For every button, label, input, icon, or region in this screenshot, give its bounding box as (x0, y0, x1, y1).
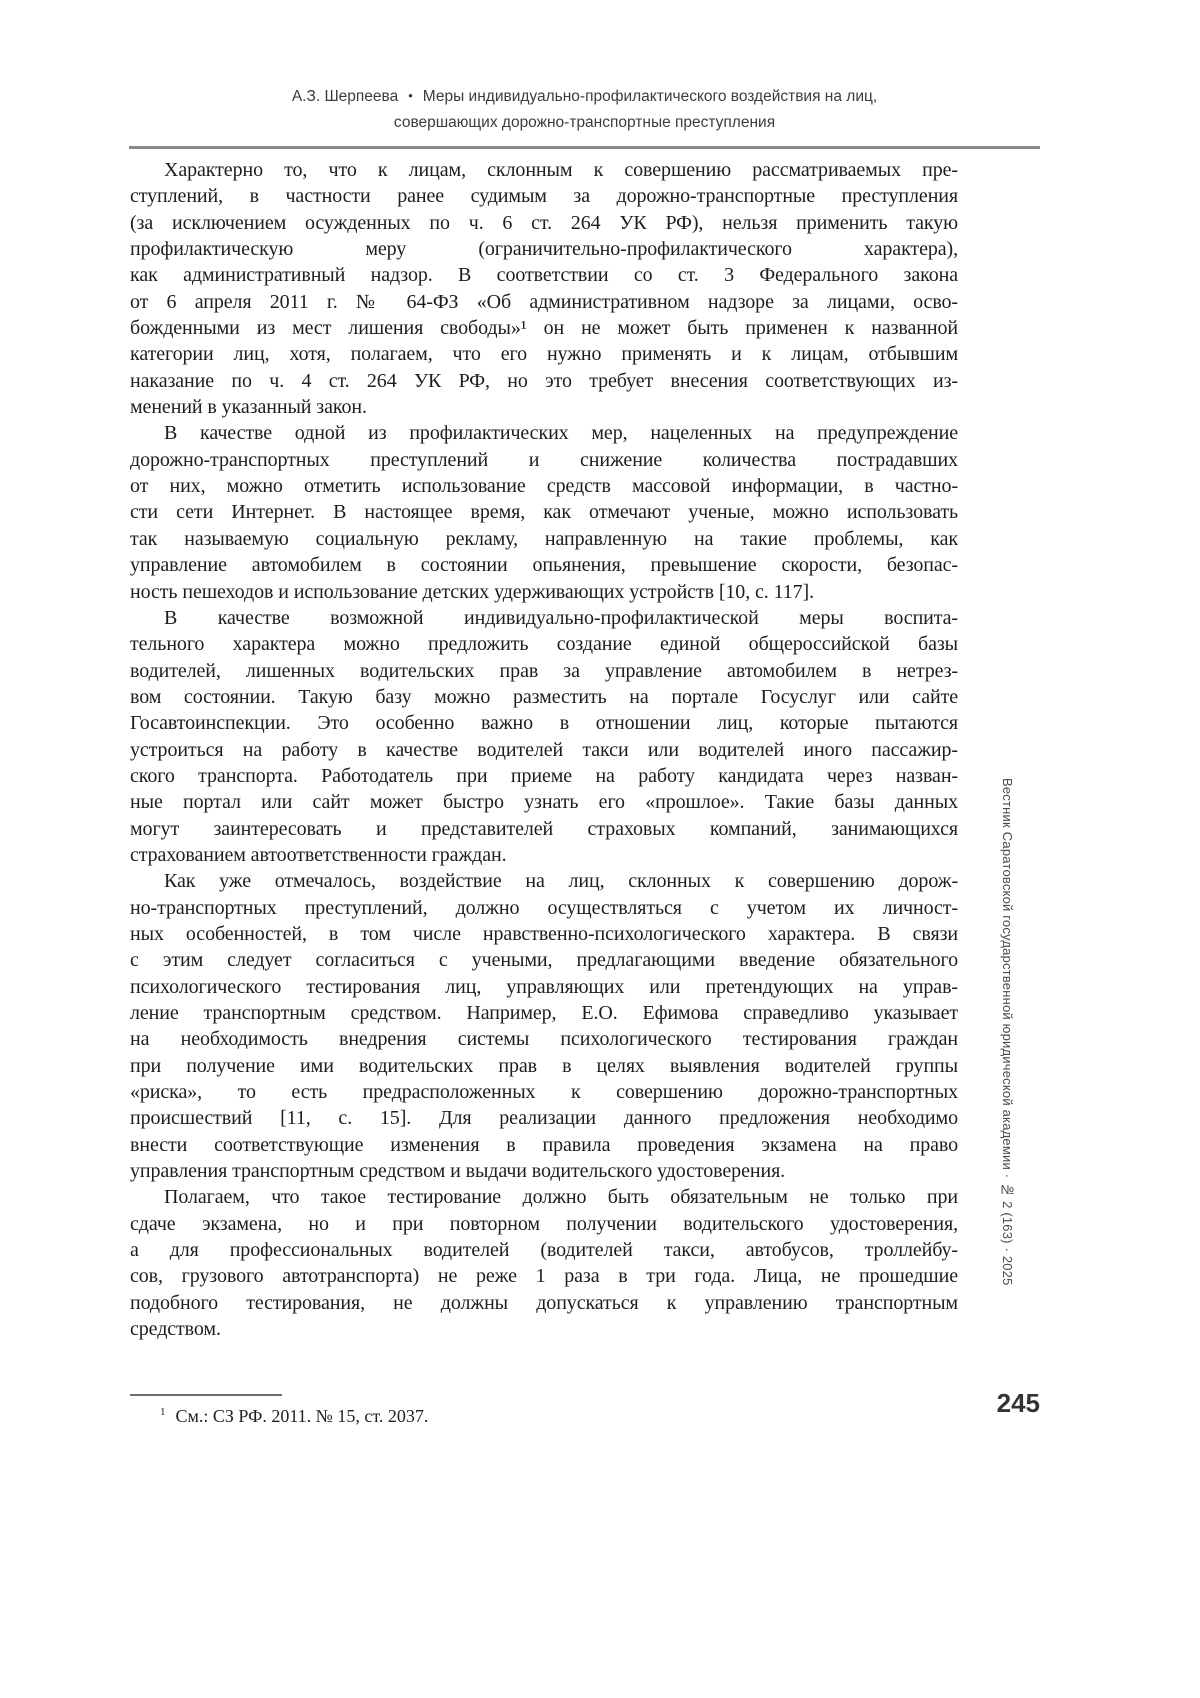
footnote-marker: 1 (160, 1406, 166, 1418)
body-line: управление автомобилем в состоянии опьянения, превышение скорости, безопас- (130, 554, 958, 577)
body-line: (за исключением осужденных по ч. 6 ст. 264 УК РФ), нельзя применить такую (130, 211, 958, 234)
body-line: ление транспортным средством. Например, Е.О. Ефимова справедливо указывает (130, 1002, 958, 1024)
body-line: от них, можно отметить использование средств массовой информации, в частно- (130, 475, 958, 498)
body-line: сдаче экзамена, но и при повторном получении водительского удостоверения, (130, 1212, 958, 1235)
body-line: ступлений, в частности ранее судимым за дорожно-транспортные преступления (130, 185, 958, 208)
bullet-separator-icon: • (408, 88, 413, 103)
body-line: ных особенностей, в том числе нравственно-психологического характера. В связи (130, 922, 958, 945)
body-line: наказание по ч. 4 ст. 264 УК РФ, но это требует внесения соответствующих из- (130, 369, 958, 392)
body-line: «риска», то есть предрасположенных к совершению дорожно-транспортных (130, 1081, 958, 1104)
body-line: от 6 апреля 2011 г. № 64-ФЗ «Об административном надзоре за лицами, осво- (130, 290, 958, 313)
running-head (129, 84, 1040, 136)
body-line: на необходимость внедрения системы психологического тестирования граждан (130, 1028, 958, 1051)
body-line: при получение ими водительских прав в целях выявления водителей группы (130, 1054, 958, 1077)
running-head-author: А.З. Шерпеева (291, 88, 399, 105)
body-line: с этим следует согласиться с учеными, предлагающими введение обязательного (130, 949, 958, 972)
body-line: могут заинтересовать и представителей страховых компаний, занимающихся (130, 817, 958, 840)
body-line: происшествий [11, с. 15]. Для реализации данного предложения необходимо (130, 1107, 958, 1130)
body-line: ность пешеходов и использование детских удерживающих устройств [10, с. 117]. (130, 580, 814, 603)
footnote-rule (130, 1394, 282, 1396)
journal-title-vertical: Вестник Саратовской государственной юридической академии · № 2 (163) · 2025 (1000, 778, 1015, 1286)
body-line: Как уже отмечалось, воздействие на лиц, склонных к совершению дорож- (164, 870, 958, 893)
header-rule (129, 146, 1040, 149)
footnote (160, 1400, 860, 1428)
running-head-title-part1: Меры индивидуально-профилактического воздействия на лиц, (422, 88, 878, 105)
body-line: управления транспортным средством и выдачи водительского удостоверения. (130, 1160, 786, 1183)
body-line: В качестве одной из профилактических мер, нацеленных на предупреждение (164, 422, 958, 445)
body-line: подобного тестирования, не должны допускаться к управлению транспортным (130, 1291, 958, 1314)
body-line: Характерно то, что к лицам, склонным к совершению рассматриваемых пре- (164, 159, 958, 181)
running-head-line1 (129, 84, 1040, 110)
running-head-line2: совершающих дорожно-транспортные преступления (393, 114, 776, 131)
footnote-text: См.: СЗ РФ. 2011. № 15, ст. 2037. (175, 1406, 429, 1426)
body-line: сти сети Интернет. В настоящее время, как отмечают ученые, можно использовать (130, 501, 958, 524)
body-line: категории лиц, хотя, полагаем, что его нужно применять и к лицам, отбывшим (130, 343, 958, 366)
body-line: сов, грузового автотранспорта) не реже 1 раза в три года. Лица, не прошедшие (130, 1265, 958, 1288)
body-line: божденными из мест лишения свободы»¹ он не может быть применен к названной (130, 317, 958, 340)
body-text (130, 157, 958, 1342)
body-line: ского транспорта. Работодатель при приеме на работу кандидата через назван- (130, 764, 958, 787)
page-number: 245 (996, 1388, 1040, 1418)
body-line: психологического тестирования лиц, управляющих или претендующих на управ- (130, 975, 958, 998)
body-line: страхованием автоответственности граждан. (130, 843, 507, 866)
body-line: тельного характера можно предложить создание единой общероссийской базы (130, 633, 958, 656)
body-line: водителей, лишенных водительских прав за управление автомобилем в нетрез- (130, 659, 958, 682)
body-line: так называемую социальную рекламу, направленную на такие проблемы, как (130, 527, 958, 550)
body-line: дорожно-транспортных преступлений и снижение количества пострадавших (130, 448, 958, 471)
body-line: внести соответствующие изменения в правила проведения экзамена на право (130, 1133, 958, 1156)
body-line: Полагаем, что такое тестирование должно быть обязательным не только при (164, 1186, 958, 1209)
body-line: устроиться на работу в качестве водителей такси или водителей иного пассажир- (130, 738, 958, 761)
body-line: вом состоянии. Такую базу можно разместить на портале Госуслуг или сайте (130, 685, 958, 708)
body-line: Госавтоинспекции. Это особенно важно в отношении лиц, которые пытаются (130, 712, 958, 735)
body-line: ные портал или сайт может быстро узнать его «прошлое». Такие базы данных (130, 791, 958, 814)
body-line: средством. (130, 1318, 221, 1341)
body-line: профилактическую меру (ограничительно-профилактического характера), (130, 238, 958, 261)
body-line: В качестве возможной индивидуально-профилактической меры воспита- (164, 606, 958, 629)
body-line: но-транспортных преступлений, должно осуществляться с учетом их личност- (130, 896, 958, 919)
body-line: менений в указанный закон. (130, 396, 367, 419)
body-line: как административный надзор. В соответствии со ст. 3 Федерального закона (130, 264, 958, 287)
body-line: а для профессиональных водителей (водителей такси, автобусов, троллейбу- (130, 1239, 958, 1262)
